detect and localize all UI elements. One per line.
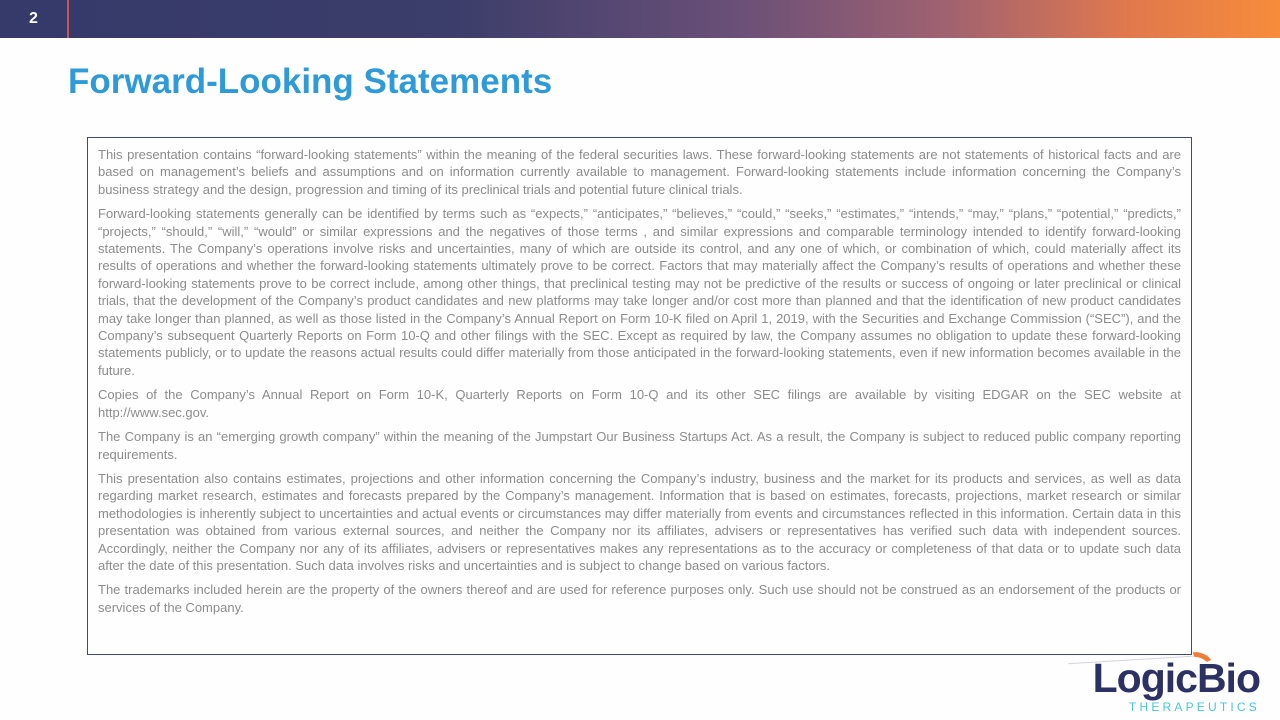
slide-title: Forward-Looking Statements bbox=[68, 62, 553, 101]
page-number: 2 bbox=[29, 10, 38, 27]
disclaimer-paragraph-1: This presentation contains “forward-looking statements” within the meaning of the federal securities laws. These forward-looking statements are not statements of historical facts and are based on management’s beliefs and assumptions and on information currently available to management. Forward-looking statements include information concerning the Company’s business strategy and the design, progression and timing of its preclinical trials and potential future clinical trials. bbox=[98, 147, 1181, 197]
accent-divider bbox=[67, 0, 69, 38]
disclaimer-box bbox=[87, 137, 1192, 655]
logo-tagline: THERAPEUTICS bbox=[1128, 700, 1260, 714]
disclaimer-paragraph-4: The Company is an “emerging growth company” within the meaning of the Jumpstart Our Business Startups Act. As a result, the Company is subject to reduced public company reporting requirements. bbox=[98, 429, 1181, 462]
disclaimer-paragraph-5: This presentation also contains estimates, projections and other information concerning the Company’s industry, business and the market for its products and services, as well as data regarding market research, estimates and forecasts prepared by the Company’s management. Information that is based on estimates, forecasts, projections, market research or similar methodologies is inherently subject to uncertainties and actual events or circumstances may differ materially from events and circumstances reflected in this information. Certain data in this presentation was obtained from various external sources, and neither the Company nor its affiliates, advisers or representatives has verified such data with independent sources. Accordingly, neither the Company nor any of its affiliates, advisers or representatives makes any representations as to the accuracy or completeness of that data or to update such data after the date of this presentation. Such data involves risks and uncertainties and is subject to change based on various factors. bbox=[98, 470, 1181, 573]
disclaimer-paragraph-2: Forward-looking statements generally can be identified by terms such as “expects,” “anticipates,” “believes,” “could,” “seeks,” “estimates,” “intends,” “may,” “plans,” “potential,” “predicts,” “projects,” “should,” “will,” “would” or similar expressions and the negatives of those terms , and similar expressions and comparable terminology intended to identify forward-looking statements. The Company’s operations involve risks and uncertainties, many of which are outside its control, and any one of which, or combination of which, could materially affect its results of operations and whether the forward-looking statements ultimately prove to be correct. Factors that may materially affect the Company’s results of operations and whether these forward-looking statements prove to be correct include, among other things, that preclinical testing may not be predictive of the results or success of ongoing or later preclinical or clinical trials, that the development of the Company’s product candidates and new platforms may take longer and/or cost more than planned and that the identification of new product candidates may take longer than planned, as well as those listed in the Company’s Annual Report on Form 10-K filed on April 1, 2019, with the Securities and Exchange Commission (“SEC”), and the Company’s subsequent Quarterly Reports on Form 10-Q and other filings with the SEC. Except as required by law, the Company assumes no obligation to update these forward-looking statements publicly, or to update the reasons actual results could differ materially from those anticipated in the forward-looking statements, even if new information becomes available in the future. bbox=[98, 206, 1181, 378]
disclaimer-paragraph-6: The trademarks included herein are the property of the owners thereof and are used for reference purposes only. Such use should not be construed as an endorsement of the products or services of the Company. bbox=[98, 582, 1181, 615]
logicbio-logo bbox=[1092, 655, 1260, 714]
disclaimer-paragraph-3: Copies of the Company’s Annual Report on Form 10-K, Quarterly Reports on Form 10-Q and its other SEC filings are available by visiting EDGAR on the SEC website at http://www.sec.gov. bbox=[98, 387, 1181, 420]
logo-wordmark-row bbox=[1092, 655, 1260, 701]
page-number-box bbox=[0, 0, 67, 38]
top-bar bbox=[0, 0, 1280, 38]
logo-wordmark: LogicBio bbox=[1092, 655, 1260, 701]
